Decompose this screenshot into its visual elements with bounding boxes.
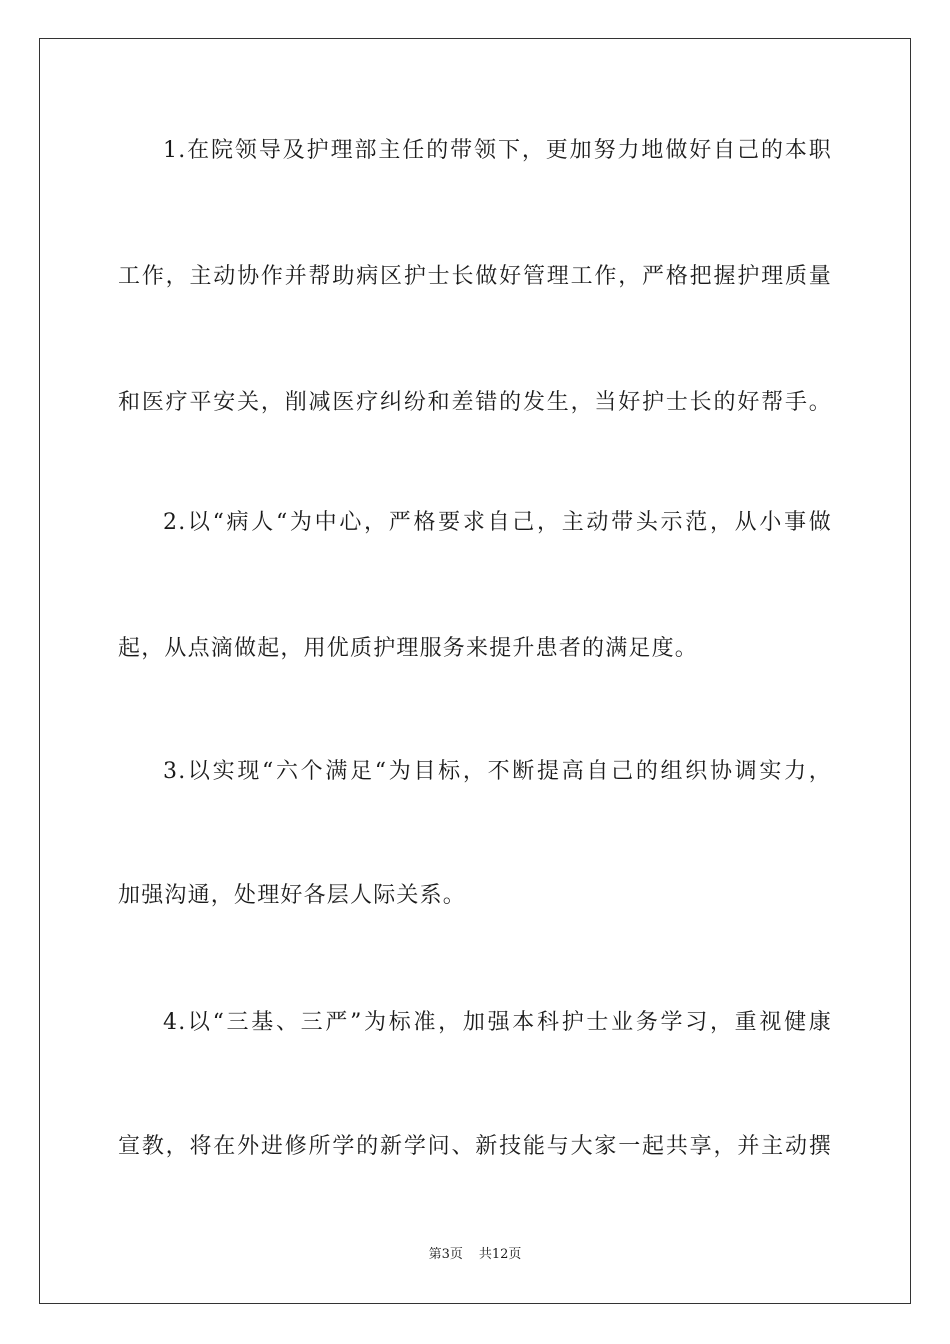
page-footer <box>0 1246 950 1264</box>
page-frame <box>39 38 911 1304</box>
paragraph-1-line-2: 工作，主动协作并帮助病区护士长做好管理工作，严格把握护理质量 <box>118 264 832 289</box>
paragraph-1-line-1: 1.在院领导及护理部主任的带领下，更加努力地做好自己的本职 <box>163 138 832 163</box>
paragraph-2-line-2: 起，从点滴做起，用优质护理服务来提升患者的满足度。 <box>118 636 699 661</box>
page-number: 第3页 <box>428 1247 463 1262</box>
paragraph-3-line-1: 3.以实现“六个满足“为目标，不断提高自己的组织协调实力， <box>163 759 832 784</box>
page-total: 共12页 <box>478 1247 522 1262</box>
paragraph-3-line-2: 加强沟通，处理好各层人际关系。 <box>118 883 467 908</box>
paragraph-4-line-2: 宣教，将在外进修所学的新学问、新技能与大家一起共享，并主动撰 <box>118 1134 832 1159</box>
paragraph-1-line-3: 和医疗平安关，削减医疗纠纷和差错的发生，当好护士长的好帮手。 <box>118 390 832 415</box>
paragraph-4-line-1: 4.以“三基、三严”为标准，加强本科护士业务学习，重视健康 <box>163 1010 832 1035</box>
paragraph-2-line-1: 2.以“病人“为中心，严格要求自己，主动带头示范，从小事做 <box>163 510 832 535</box>
